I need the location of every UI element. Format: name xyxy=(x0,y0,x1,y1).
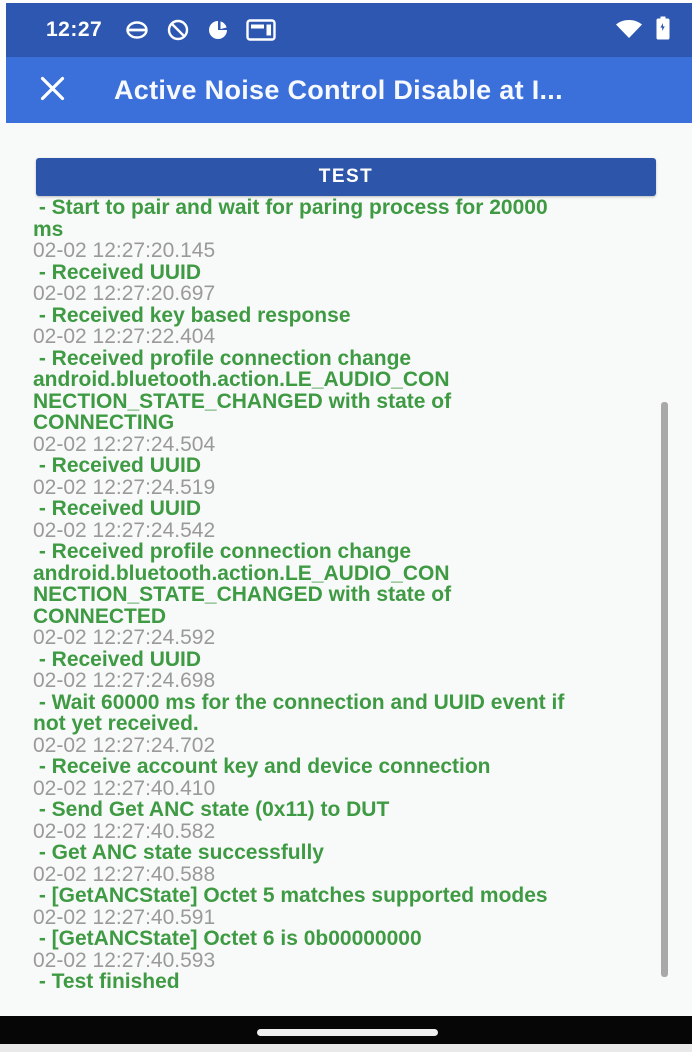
log-line: 02-02 12:27:20.145 xyxy=(33,239,216,262)
close-button[interactable] xyxy=(30,68,74,112)
log-line: - Received UUID xyxy=(33,647,202,671)
window-bottom-edge xyxy=(0,1044,692,1052)
log-line: 02-02 12:27:24.504 xyxy=(33,432,216,456)
log-line: not yet received. xyxy=(33,712,199,735)
log-line: - Received UUID xyxy=(33,260,202,284)
navigation-bar xyxy=(0,1016,692,1044)
log-line: android.bluetooth.action.LE_AUDIO_CON xyxy=(33,561,450,585)
do-not-disturb-icon xyxy=(166,18,190,42)
status-bar xyxy=(6,3,692,57)
log-line: 02-02 12:27:40.410 xyxy=(33,776,216,800)
page-title: Active Noise Control Disable at I... xyxy=(114,74,563,105)
log-line: - Get ANC state successfully xyxy=(33,841,324,864)
log-line: NECTION_STATE_CHANGED with state of xyxy=(33,583,452,606)
log-line: 02-02 12:27:40.588 xyxy=(33,862,216,886)
data-saver-icon xyxy=(206,18,230,42)
log-line: CONNECTED xyxy=(33,604,167,628)
log-line: - Test finished xyxy=(33,970,180,993)
log-line: 02-02 12:27:20.697 xyxy=(33,282,216,305)
log-line: NECTION_STATE_CHANGED with state of xyxy=(33,389,452,413)
close-icon xyxy=(39,75,66,105)
log-line: 02-02 12:27:24.702 xyxy=(33,733,216,757)
log-line: 02-02 12:27:24.519 xyxy=(33,475,216,499)
log-line: - Start to pair and wait for paring process for 20000 xyxy=(33,197,548,219)
home-indicator[interactable] xyxy=(257,1029,438,1036)
log-line: 02-02 12:27:40.582 xyxy=(33,819,216,843)
app-bar xyxy=(6,57,692,123)
status-system-icons xyxy=(614,3,670,57)
log-line: - Received UUID xyxy=(33,497,202,520)
log-line: - Wait 60000 ms for the connection and UUID event if xyxy=(33,690,565,714)
card-window-icon xyxy=(246,19,276,41)
incognito-icon xyxy=(124,18,150,42)
log-line: 02-02 12:27:22.404 xyxy=(33,325,216,348)
status-time: 12:27 xyxy=(46,18,103,41)
status-notification-icons xyxy=(124,18,276,42)
log-line: CONNECTING xyxy=(33,411,175,434)
log-line: 02-02 12:27:24.698 xyxy=(33,669,216,692)
log-line: 02-02 12:27:40.591 xyxy=(33,905,216,929)
log-line: - Received profile connection change xyxy=(33,540,412,563)
log-line: - Received UUID xyxy=(33,454,202,477)
battery-icon xyxy=(656,16,670,45)
log-line: android.bluetooth.action.LE_AUDIO_CON xyxy=(33,368,450,391)
content-area xyxy=(0,123,692,1016)
log-line: - [GetANCState] Octet 6 is 0b00000000 xyxy=(33,927,422,950)
log-line: - Received profile connection change xyxy=(33,346,412,370)
log-line: ms xyxy=(33,217,64,241)
log-line: - Send Get ANC state (0x11) to DUT xyxy=(33,798,390,821)
log-line: 02-02 12:27:24.592 xyxy=(33,626,216,649)
log-view[interactable] xyxy=(0,197,692,1016)
log-line: 02-02 12:27:24.542 xyxy=(33,518,216,542)
wifi-icon xyxy=(614,16,644,45)
log-line: - Receive account key and device connection xyxy=(33,755,491,778)
log-line: - Received key based response xyxy=(33,303,351,327)
log-scrollbar[interactable] xyxy=(661,402,668,977)
log-line: 02-02 12:27:40.593 xyxy=(33,948,216,972)
window-left-edge xyxy=(0,0,6,123)
log-line: - [GetANCState] Octet 5 matches supported modes xyxy=(33,884,548,907)
test-button[interactable]: TEST xyxy=(36,158,656,196)
